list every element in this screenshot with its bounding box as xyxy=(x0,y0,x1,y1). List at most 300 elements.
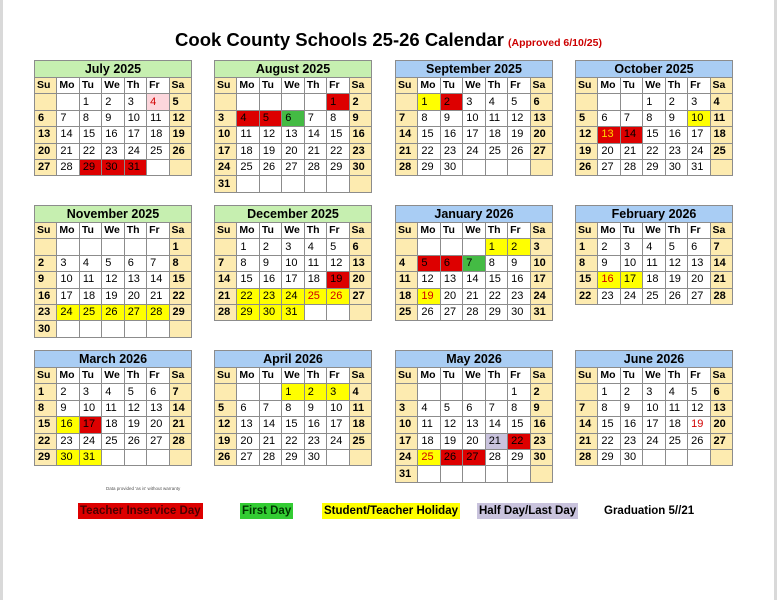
day-cell: 6 xyxy=(349,239,371,255)
day-cell: 23 xyxy=(35,304,57,320)
weekday-header: Fr xyxy=(688,78,710,94)
day-cell: 29 xyxy=(485,304,507,320)
day-cell: 12 xyxy=(508,110,530,126)
day-cell: 4 xyxy=(147,94,169,110)
day-cell: 2 xyxy=(440,94,462,110)
empty-cell xyxy=(304,304,326,320)
day-cell: 10 xyxy=(463,110,485,126)
day-cell: 15 xyxy=(576,272,598,288)
weekday-header: Mo xyxy=(598,78,620,94)
day-cell: 1 xyxy=(485,239,507,255)
day-cell: 20 xyxy=(710,417,732,433)
weekday-header: Fr xyxy=(508,368,530,384)
empty-cell xyxy=(304,176,326,192)
day-cell: 20 xyxy=(282,143,304,159)
empty-cell xyxy=(35,239,57,255)
day-cell: 24 xyxy=(282,288,304,304)
day-cell: 24 xyxy=(643,433,665,449)
legend-holiday: Student/Teacher Holiday xyxy=(324,505,458,517)
empty-cell xyxy=(463,159,485,175)
day-cell: 8 xyxy=(576,255,598,271)
day-cell: 3 xyxy=(327,384,349,400)
weekday-header: Su xyxy=(215,223,237,239)
empty-cell xyxy=(349,176,371,192)
empty-cell xyxy=(147,159,169,175)
day-cell: 8 xyxy=(508,400,530,416)
day-cell: 1 xyxy=(598,384,620,400)
day-cell: 21 xyxy=(710,272,732,288)
weekday-header: Fr xyxy=(327,223,349,239)
empty-cell xyxy=(418,384,440,400)
day-cell: 18 xyxy=(349,417,371,433)
day-cell: 2 xyxy=(35,255,57,271)
weekday-header: Sa xyxy=(710,368,732,384)
day-cell: 5 xyxy=(440,400,462,416)
day-cell: 27 xyxy=(349,288,371,304)
day-cell: 22 xyxy=(485,288,507,304)
day-cell: 19 xyxy=(418,288,440,304)
day-cell: 14 xyxy=(463,272,485,288)
day-cell: 20 xyxy=(463,433,485,449)
day-cell: 4 xyxy=(643,239,665,255)
day-cell: 27 xyxy=(124,304,146,320)
day-cell: 20 xyxy=(530,127,552,143)
day-cell: 11 xyxy=(485,110,507,126)
month-block xyxy=(575,205,733,305)
weekday-header: We xyxy=(463,78,485,94)
day-cell: 13 xyxy=(598,127,620,143)
month-block xyxy=(395,350,553,483)
day-cell: 9 xyxy=(508,255,530,271)
weekday-header: Mo xyxy=(418,78,440,94)
weekday-header: Tu xyxy=(259,223,281,239)
day-cell: 22 xyxy=(418,143,440,159)
weekday-header: Su xyxy=(396,223,418,239)
day-cell: 26 xyxy=(259,159,281,175)
day-cell: 16 xyxy=(508,272,530,288)
day-cell: 11 xyxy=(418,417,440,433)
day-cell: 7 xyxy=(463,255,485,271)
empty-cell xyxy=(237,94,259,110)
weekday-header: Tu xyxy=(79,368,101,384)
day-cell: 12 xyxy=(576,127,598,143)
day-cell: 5 xyxy=(124,384,146,400)
day-cell: 26 xyxy=(124,433,146,449)
empty-cell xyxy=(237,176,259,192)
day-cell: 13 xyxy=(349,255,371,271)
weekday-header: Tu xyxy=(259,78,281,94)
day-cell: 12 xyxy=(169,110,191,126)
day-cell: 27 xyxy=(440,304,462,320)
weekday-header: Th xyxy=(124,78,146,94)
weekday-header: Tu xyxy=(79,78,101,94)
day-cell: 22 xyxy=(79,143,101,159)
weekday-header: Th xyxy=(124,223,146,239)
day-cell: 10 xyxy=(327,400,349,416)
day-cell: 20 xyxy=(147,417,169,433)
empty-cell xyxy=(169,159,191,175)
day-cell: 6 xyxy=(598,110,620,126)
day-cell: 12 xyxy=(688,400,710,416)
day-cell: 21 xyxy=(304,143,326,159)
day-cell: 21 xyxy=(147,288,169,304)
day-cell: 23 xyxy=(349,143,371,159)
day-cell: 3 xyxy=(124,94,146,110)
month-title: July 2025 xyxy=(34,60,192,77)
empty-cell xyxy=(688,449,710,465)
day-cell: 18 xyxy=(304,272,326,288)
day-cell: 29 xyxy=(598,449,620,465)
day-cell: 9 xyxy=(620,400,642,416)
day-cell: 7 xyxy=(620,110,642,126)
day-cell: 19 xyxy=(124,417,146,433)
empty-cell xyxy=(124,321,146,337)
empty-cell xyxy=(79,321,101,337)
weekday-header: We xyxy=(102,223,124,239)
day-cell: 12 xyxy=(259,127,281,143)
day-cell: 10 xyxy=(688,110,710,126)
day-cell: 14 xyxy=(576,417,598,433)
day-cell: 24 xyxy=(124,143,146,159)
day-cell: 3 xyxy=(79,384,101,400)
empty-cell xyxy=(169,449,191,465)
weekday-header: Sa xyxy=(530,368,552,384)
day-cell: 30 xyxy=(349,159,371,175)
day-cell: 29 xyxy=(237,304,259,320)
day-cell: 8 xyxy=(35,400,57,416)
empty-cell xyxy=(327,176,349,192)
weekday-header: Sa xyxy=(710,223,732,239)
day-cell: 22 xyxy=(237,288,259,304)
day-cell: 21 xyxy=(620,143,642,159)
disclaimer: Data provided 'as is' without warranty xyxy=(106,486,181,491)
weekday-header: Mo xyxy=(57,78,79,94)
empty-cell xyxy=(530,159,552,175)
day-cell: 19 xyxy=(440,433,462,449)
day-cell: 16 xyxy=(665,127,687,143)
month-title: June 2026 xyxy=(575,350,733,367)
day-cell: 27 xyxy=(463,449,485,465)
weekday-header: Fr xyxy=(508,223,530,239)
day-cell: 15 xyxy=(643,127,665,143)
empty-cell xyxy=(418,239,440,255)
day-cell: 8 xyxy=(418,110,440,126)
day-cell: 26 xyxy=(215,449,237,465)
day-cell: 22 xyxy=(282,433,304,449)
day-cell: 2 xyxy=(304,384,326,400)
day-cell: 17 xyxy=(327,417,349,433)
day-cell: 10 xyxy=(530,255,552,271)
day-cell: 13 xyxy=(237,417,259,433)
empty-cell xyxy=(396,94,418,110)
day-cell: 21 xyxy=(57,143,79,159)
empty-cell xyxy=(349,449,371,465)
month-title: August 2025 xyxy=(214,60,372,77)
day-cell: 27 xyxy=(530,143,552,159)
day-cell: 17 xyxy=(79,417,101,433)
day-cell: 16 xyxy=(35,288,57,304)
day-cell: 6 xyxy=(282,110,304,126)
weekday-header: Sa xyxy=(169,368,191,384)
empty-cell xyxy=(440,466,462,482)
day-cell: 28 xyxy=(620,159,642,175)
day-cell: 21 xyxy=(463,288,485,304)
day-cell: 12 xyxy=(665,255,687,271)
weekday-header: Su xyxy=(396,368,418,384)
day-cell: 25 xyxy=(396,304,418,320)
day-cell: 29 xyxy=(643,159,665,175)
day-cell: 21 xyxy=(169,417,191,433)
day-cell: 10 xyxy=(643,400,665,416)
empty-cell xyxy=(124,449,146,465)
day-cell: 18 xyxy=(418,433,440,449)
day-cell: 14 xyxy=(710,255,732,271)
month-block xyxy=(214,350,372,466)
day-cell: 17 xyxy=(396,433,418,449)
weekday-header: We xyxy=(643,223,665,239)
weekday-header: Tu xyxy=(440,78,462,94)
day-cell: 25 xyxy=(304,288,326,304)
day-cell: 3 xyxy=(463,94,485,110)
day-cell: 26 xyxy=(327,288,349,304)
day-cell: 19 xyxy=(259,143,281,159)
day-cell: 15 xyxy=(598,417,620,433)
day-cell: 12 xyxy=(124,400,146,416)
day-cell: 3 xyxy=(620,239,642,255)
day-cell: 19 xyxy=(688,417,710,433)
day-cell: 6 xyxy=(530,94,552,110)
approval-note: (Approved 6/10/25) xyxy=(508,37,602,49)
day-cell: 16 xyxy=(530,417,552,433)
day-cell: 14 xyxy=(147,272,169,288)
day-cell: 30 xyxy=(35,321,57,337)
empty-cell xyxy=(710,159,732,175)
weekday-header: Th xyxy=(665,368,687,384)
day-cell: 12 xyxy=(327,255,349,271)
day-cell: 21 xyxy=(485,433,507,449)
weekday-header: Su xyxy=(215,78,237,94)
day-cell: 19 xyxy=(508,127,530,143)
day-cell: 10 xyxy=(215,127,237,143)
day-cell: 19 xyxy=(169,127,191,143)
month-block xyxy=(575,350,733,466)
day-cell: 19 xyxy=(665,272,687,288)
day-cell: 1 xyxy=(327,94,349,110)
day-cell: 23 xyxy=(598,288,620,304)
day-cell: 4 xyxy=(418,400,440,416)
day-cell: 6 xyxy=(440,255,462,271)
day-cell: 7 xyxy=(215,255,237,271)
day-cell: 13 xyxy=(710,400,732,416)
day-cell: 5 xyxy=(102,255,124,271)
day-cell: 26 xyxy=(576,159,598,175)
day-cell: 7 xyxy=(710,239,732,255)
day-cell: 25 xyxy=(102,433,124,449)
day-cell: 8 xyxy=(598,400,620,416)
day-cell: 17 xyxy=(282,272,304,288)
day-cell: 1 xyxy=(237,239,259,255)
weekday-header: Fr xyxy=(508,78,530,94)
empty-cell xyxy=(463,384,485,400)
day-cell: 18 xyxy=(643,272,665,288)
day-cell: 3 xyxy=(643,384,665,400)
day-cell: 17 xyxy=(124,127,146,143)
day-cell: 14 xyxy=(215,272,237,288)
empty-cell xyxy=(304,94,326,110)
day-cell: 20 xyxy=(35,143,57,159)
month-title: December 2025 xyxy=(214,205,372,222)
empty-cell xyxy=(169,321,191,337)
day-cell: 14 xyxy=(485,417,507,433)
empty-cell xyxy=(259,94,281,110)
empty-cell xyxy=(102,239,124,255)
day-cell: 10 xyxy=(620,255,642,271)
weekday-header: Th xyxy=(665,223,687,239)
weekday-header: Tu xyxy=(620,223,642,239)
empty-cell xyxy=(102,449,124,465)
weekday-header: We xyxy=(102,368,124,384)
weekday-header: We xyxy=(463,223,485,239)
empty-cell xyxy=(147,239,169,255)
weekday-header: Fr xyxy=(147,223,169,239)
day-cell: 3 xyxy=(396,400,418,416)
day-cell: 20 xyxy=(688,272,710,288)
weekday-header: Mo xyxy=(598,223,620,239)
month-block xyxy=(34,350,192,466)
day-cell: 22 xyxy=(169,288,191,304)
day-cell: 18 xyxy=(79,288,101,304)
weekday-header: Mo xyxy=(418,223,440,239)
day-cell: 22 xyxy=(643,143,665,159)
day-cell: 30 xyxy=(440,159,462,175)
day-cell: 9 xyxy=(665,110,687,126)
legend-half-day: Half Day/Last Day xyxy=(479,505,577,517)
day-cell: 7 xyxy=(57,110,79,126)
day-cell: 29 xyxy=(282,449,304,465)
day-cell: 14 xyxy=(304,127,326,143)
day-cell: 30 xyxy=(508,304,530,320)
day-cell: 15 xyxy=(169,272,191,288)
day-cell: 22 xyxy=(327,143,349,159)
day-cell: 7 xyxy=(259,400,281,416)
day-cell: 12 xyxy=(215,417,237,433)
month-title: February 2026 xyxy=(575,205,733,222)
day-cell: 18 xyxy=(396,288,418,304)
day-cell: 27 xyxy=(688,288,710,304)
day-cell: 26 xyxy=(440,449,462,465)
weekday-header: Sa xyxy=(530,223,552,239)
day-cell: 5 xyxy=(508,94,530,110)
weekday-header: Th xyxy=(485,368,507,384)
day-cell: 25 xyxy=(418,449,440,465)
day-cell: 4 xyxy=(237,110,259,126)
day-cell: 12 xyxy=(102,272,124,288)
weekday-header: Th xyxy=(304,78,326,94)
empty-cell xyxy=(259,384,281,400)
day-cell: 31 xyxy=(396,466,418,482)
day-cell: 8 xyxy=(327,110,349,126)
weekday-header: Sa xyxy=(349,368,371,384)
day-cell: 16 xyxy=(57,417,79,433)
day-cell: 24 xyxy=(215,159,237,175)
day-cell: 1 xyxy=(576,239,598,255)
day-cell: 5 xyxy=(215,400,237,416)
day-cell: 10 xyxy=(282,255,304,271)
day-cell: 17 xyxy=(643,417,665,433)
left-border xyxy=(0,0,3,600)
day-cell: 28 xyxy=(396,159,418,175)
month-block xyxy=(395,60,553,176)
day-cell: 23 xyxy=(620,433,642,449)
empty-cell xyxy=(396,239,418,255)
weekday-header: Tu xyxy=(620,368,642,384)
empty-cell xyxy=(485,466,507,482)
day-cell: 3 xyxy=(282,239,304,255)
day-cell: 14 xyxy=(620,127,642,143)
weekday-header: Fr xyxy=(688,368,710,384)
day-cell: 8 xyxy=(169,255,191,271)
day-cell: 21 xyxy=(215,288,237,304)
empty-cell xyxy=(710,449,732,465)
day-cell: 27 xyxy=(282,159,304,175)
day-cell: 28 xyxy=(147,304,169,320)
weekday-header: Mo xyxy=(237,78,259,94)
day-cell: 29 xyxy=(169,304,191,320)
day-cell: 27 xyxy=(237,449,259,465)
day-cell: 24 xyxy=(396,449,418,465)
day-cell: 7 xyxy=(169,384,191,400)
day-cell: 6 xyxy=(710,384,732,400)
day-cell: 23 xyxy=(57,433,79,449)
day-cell: 25 xyxy=(147,143,169,159)
day-cell: 6 xyxy=(147,384,169,400)
day-cell: 25 xyxy=(349,433,371,449)
weekday-header: Th xyxy=(124,368,146,384)
day-cell: 11 xyxy=(237,127,259,143)
day-cell: 10 xyxy=(124,110,146,126)
weekday-header: Tu xyxy=(79,223,101,239)
empty-cell xyxy=(215,384,237,400)
weekday-header: Sa xyxy=(349,78,371,94)
day-cell: 17 xyxy=(530,272,552,288)
day-cell: 13 xyxy=(35,127,57,143)
day-cell: 11 xyxy=(349,400,371,416)
day-cell: 1 xyxy=(35,384,57,400)
page-title: Cook County Schools 25-26 Calendar xyxy=(175,29,504,50)
empty-cell xyxy=(57,94,79,110)
month-block xyxy=(395,205,553,321)
day-cell: 14 xyxy=(169,400,191,416)
day-cell: 1 xyxy=(418,94,440,110)
day-cell: 7 xyxy=(304,110,326,126)
weekday-header: Fr xyxy=(147,78,169,94)
day-cell: 27 xyxy=(598,159,620,175)
day-cell: 17 xyxy=(620,272,642,288)
day-cell: 1 xyxy=(643,94,665,110)
day-cell: 7 xyxy=(485,400,507,416)
day-cell: 4 xyxy=(710,94,732,110)
day-cell: 15 xyxy=(79,127,101,143)
day-cell: 19 xyxy=(327,272,349,288)
day-cell: 28 xyxy=(259,449,281,465)
day-cell: 1 xyxy=(79,94,101,110)
day-cell: 18 xyxy=(485,127,507,143)
weekday-header: Th xyxy=(485,223,507,239)
empty-cell xyxy=(508,466,530,482)
day-cell: 26 xyxy=(508,143,530,159)
weekday-header: Th xyxy=(304,223,326,239)
weekday-header: Su xyxy=(35,368,57,384)
